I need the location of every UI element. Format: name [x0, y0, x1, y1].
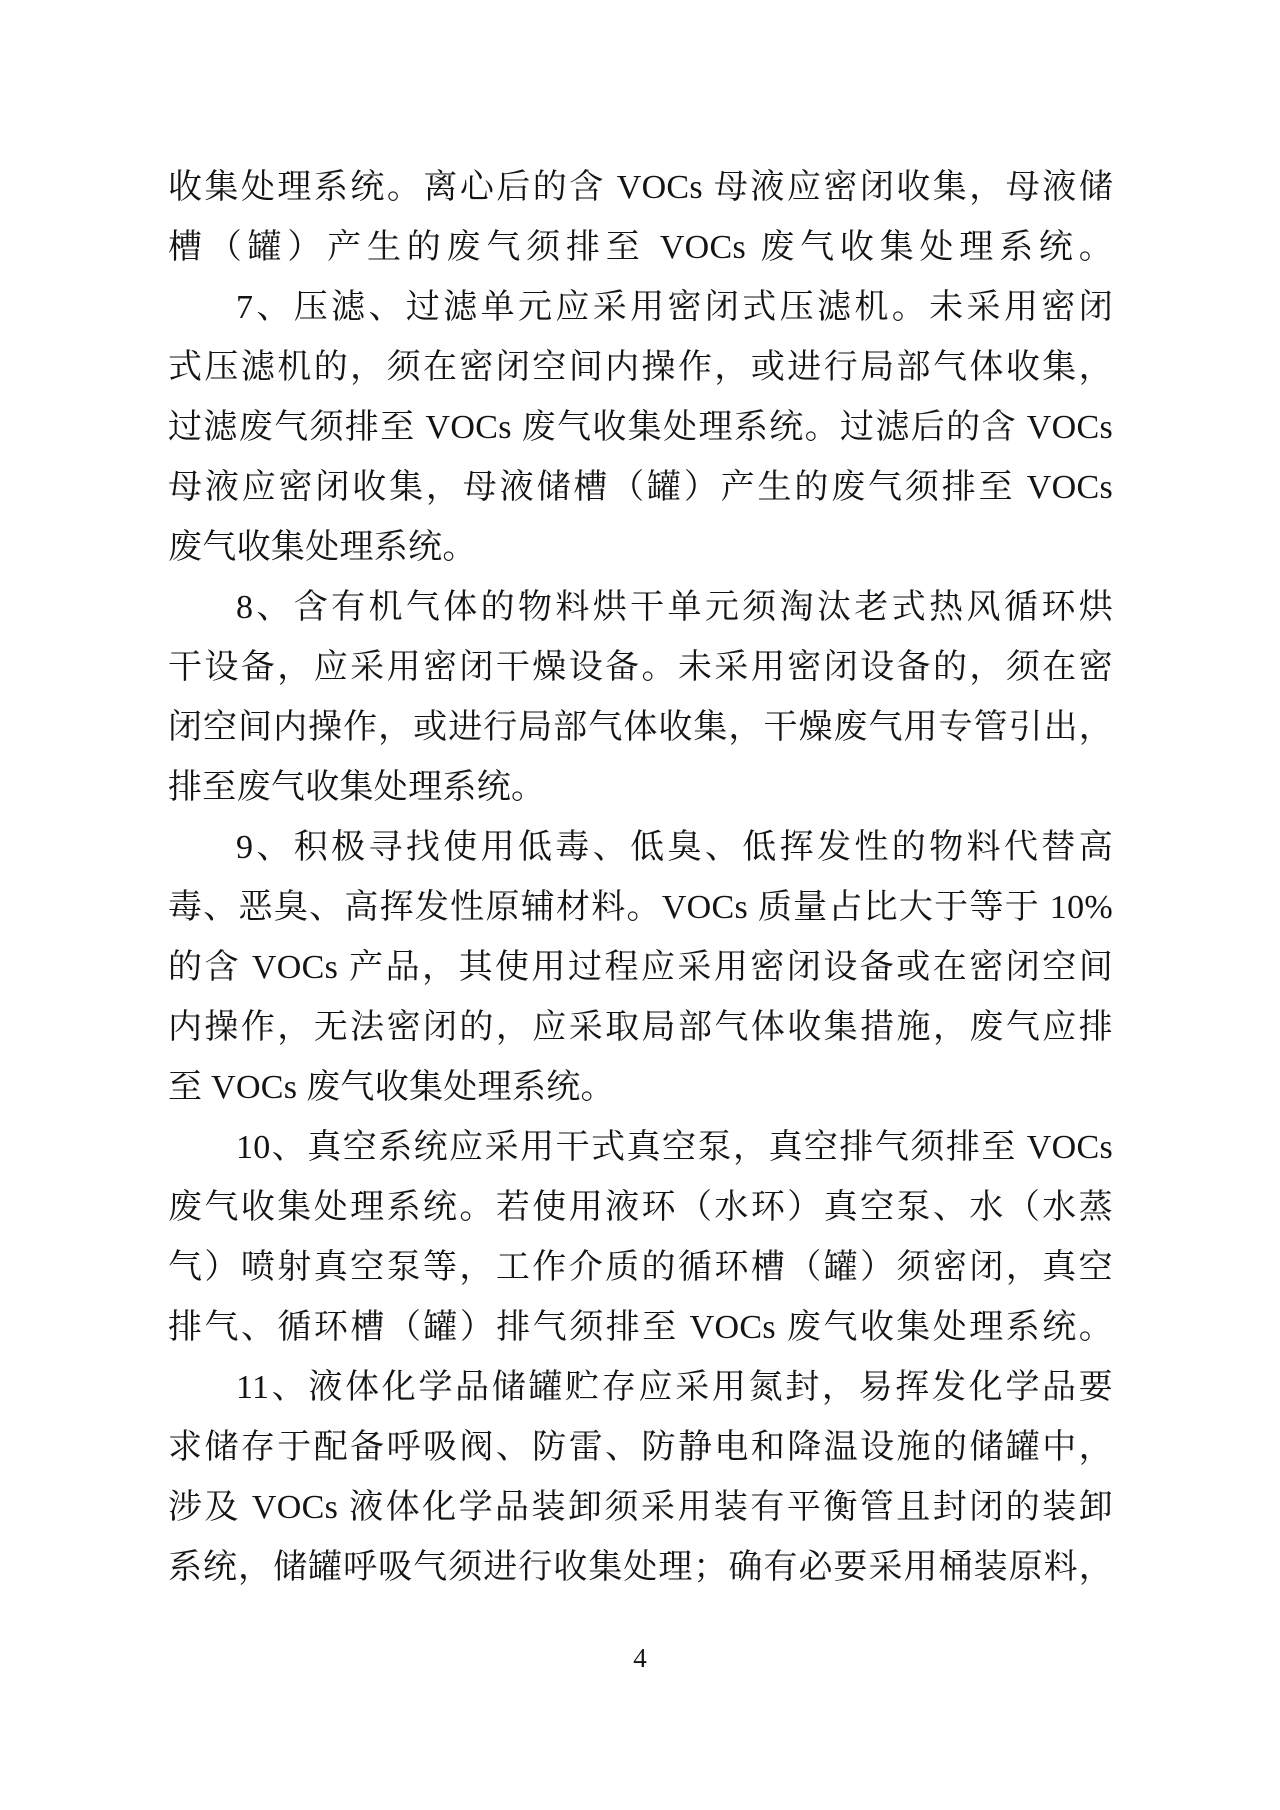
text-line: 系统，储罐呼吸气须进行收集处理；确有必要采用桶装原料， — [168, 1549, 1113, 1586]
text-line: 的含 VOCs 产品，其使用过程应采用密闭设备或在密闭空间 — [168, 949, 1113, 986]
text-line: 过滤废气须排至 VOCs 废气收集处理系统。过滤后的含 VOCs — [168, 409, 1113, 446]
text-line: 求储存于配备呼吸阀、防雷、防静电和降温设施的储罐中， — [168, 1429, 1113, 1466]
text-line: 闭空间内操作，或进行局部气体收集，干燥废气用专管引出， — [168, 709, 1113, 746]
text-line: 排至废气收集处理系统。 — [168, 769, 546, 806]
text-line: 式压滤机的，须在密闭空间内操作，或进行局部气体收集， — [168, 349, 1113, 386]
paragraph-item-8 — [168, 578, 1113, 818]
text-line: 至 VOCs 废气收集处理系统。 — [168, 1069, 615, 1106]
page-number: 4 — [633, 1643, 647, 1673]
text-block — [168, 158, 1113, 1598]
paragraph-item-10 — [168, 1118, 1113, 1358]
text-line: 气）喷射真空泵等，工作介质的循环槽（罐）须密闭，真空 — [168, 1249, 1113, 1286]
text-line: 干设备，应采用密闭干燥设备。未采用密闭设备的，须在密 — [168, 649, 1113, 686]
text-line: 废气收集处理系统。若使用液环（水环）真空泵、水（水蒸 — [168, 1189, 1113, 1226]
paragraph-item-9 — [168, 818, 1113, 1118]
text-line: 母液应密闭收集，母液储槽（罐）产生的废气须排至 VOCs — [168, 469, 1113, 506]
text-line: 毒、恶臭、高挥发性原辅材料。VOCs 质量占比大于等于 10% — [168, 889, 1113, 926]
text-line: 收集处理系统。离心后的含 VOCs 母液应密闭收集，母液储 — [168, 169, 1113, 206]
text-line: 7、压滤、过滤单元应采用密闭式压滤机。未采用密闭 — [236, 289, 1113, 326]
text-line: 8、含有机气体的物料烘干单元须淘汰老式热风循环烘 — [236, 589, 1113, 626]
text-line: 内操作，无法密闭的，应采取局部气体收集措施，废气应排 — [168, 1009, 1113, 1046]
text-line: 槽（罐）产生的废气须排至 VOCs 废气收集处理系统。 — [168, 229, 1113, 266]
text-line: 涉及 VOCs 液体化学品装卸须采用装有平衡管且封闭的装卸 — [168, 1489, 1113, 1526]
text-line: 11、液体化学品储罐贮存应采用氮封，易挥发化学品要 — [236, 1369, 1113, 1406]
text-line: 废气收集处理系统。 — [168, 529, 477, 566]
paragraph-item-11 — [168, 1358, 1113, 1598]
text-line: 排气、循环槽（罐）排气须排至 VOCs 废气收集处理系统。 — [168, 1309, 1113, 1346]
text-line: 9、积极寻找使用低毒、低臭、低挥发性的物料代替高 — [236, 829, 1113, 866]
paragraph-item-7 — [168, 278, 1113, 578]
paragraph-continuation — [168, 158, 1113, 278]
text-line: 10、真空系统应采用干式真空泵，真空排气须排至 VOCs — [236, 1129, 1113, 1166]
